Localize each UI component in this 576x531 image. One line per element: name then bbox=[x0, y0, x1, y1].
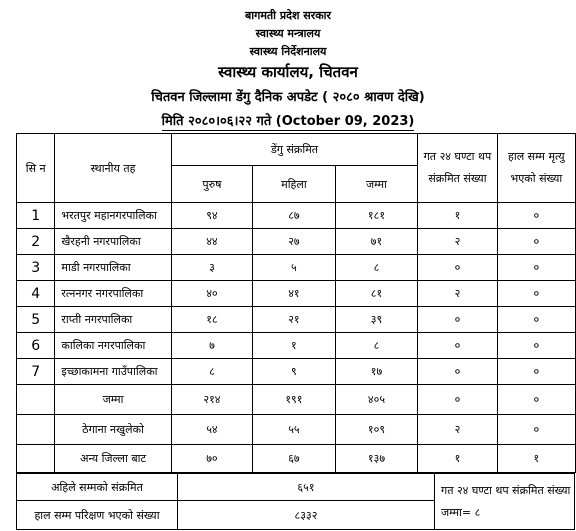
unknown-total: १०९ bbox=[335, 415, 418, 445]
row-total: ८ bbox=[335, 333, 418, 359]
row-last24: ० bbox=[418, 359, 497, 385]
dengue-table bbox=[16, 133, 576, 473]
row-deaths: ० bbox=[497, 203, 575, 229]
row-sn: 1 bbox=[17, 203, 55, 229]
row-total: १७ bbox=[335, 359, 418, 385]
row-total: ८ bbox=[335, 255, 418, 281]
row-last24: ० bbox=[418, 307, 497, 333]
row-male: ९४ bbox=[171, 203, 252, 229]
header-total: जम्मा bbox=[335, 166, 418, 203]
summary-table bbox=[16, 473, 575, 530]
sum-row bbox=[17, 385, 576, 415]
header-deaths: हाल सम्म मृत्यु भएको संख्या bbox=[497, 134, 575, 203]
table-row bbox=[17, 307, 576, 333]
row-female: ९ bbox=[253, 359, 336, 385]
ministry-name: स्वास्थ्य मन्त्रालय bbox=[255, 27, 321, 40]
header-female: महिला bbox=[253, 166, 336, 203]
row-name: रत्ननगर नगरपालिका bbox=[55, 281, 171, 307]
table-row bbox=[17, 229, 576, 255]
row-last24: २ bbox=[418, 281, 497, 307]
row-total: ८१ bbox=[335, 281, 418, 307]
row-female: २१ bbox=[253, 307, 336, 333]
tested-label: हाल सम्म परिक्षण भएको संख्या bbox=[17, 501, 178, 530]
row-name: माडी नगरपालिका bbox=[55, 255, 171, 281]
row-last24: २ bbox=[418, 229, 497, 255]
row-sn: 5 bbox=[17, 307, 55, 333]
table-row bbox=[17, 359, 576, 385]
row-deaths: ० bbox=[497, 333, 575, 359]
row-last24: १ bbox=[418, 203, 497, 229]
row-total: ७१ bbox=[335, 229, 418, 255]
row-sn: 6 bbox=[17, 333, 55, 359]
other-female: ६७ bbox=[253, 445, 336, 473]
row-female: १ bbox=[253, 333, 336, 359]
unknown-sn bbox=[17, 415, 55, 445]
office-title: स्वास्थ्य कार्यालय, चितवन bbox=[218, 63, 358, 81]
row-deaths: ० bbox=[497, 307, 575, 333]
row-name: भरतपुर महानगरपालिका bbox=[55, 203, 171, 229]
unknown-male: ५४ bbox=[171, 415, 252, 445]
row-male: ३ bbox=[171, 255, 252, 281]
table-row bbox=[17, 333, 576, 359]
row-male: ७ bbox=[171, 333, 252, 359]
row-deaths: ० bbox=[497, 229, 575, 255]
unknown-address-row bbox=[17, 415, 576, 445]
header-dengue-infected: डेंगु संक्रमित bbox=[171, 134, 418, 166]
header-local-level: स्थानीय तह bbox=[55, 134, 171, 203]
other-label: अन्य जिल्ला बाट bbox=[55, 445, 171, 473]
unknown-female: ५५ bbox=[253, 415, 336, 445]
row-male: ४४ bbox=[171, 229, 252, 255]
row-male: ४० bbox=[171, 281, 252, 307]
sum-last24: ० bbox=[418, 385, 497, 415]
row-total: ३९ bbox=[335, 307, 418, 333]
last24-total-note: गत २४ घण्टा थप संक्रमित संख्या जम्मा= ८ bbox=[435, 474, 575, 530]
report-subtitle: चितवन जिल्लामा डेंगु दैनिक अपडेट ( २०८० श्रावण देखि) bbox=[151, 90, 425, 105]
row-male: १८ bbox=[171, 307, 252, 333]
table-body bbox=[17, 203, 576, 385]
directorate-name: स्वास्थ्य निर्देशनालय bbox=[249, 45, 327, 58]
row-name: इच्छाकामना गाउँपालिका bbox=[55, 359, 171, 385]
tested-value: ८३३२ bbox=[178, 501, 435, 530]
header-sn: सि न bbox=[17, 134, 55, 203]
sum-total: ४०५ bbox=[335, 385, 418, 415]
row-last24: ० bbox=[418, 333, 497, 359]
header-male: पुरुष bbox=[171, 166, 252, 203]
sum-female: १९१ bbox=[253, 385, 336, 415]
table-row bbox=[17, 281, 576, 307]
other-deaths: १ bbox=[497, 445, 575, 473]
unknown-deaths: ० bbox=[497, 415, 575, 445]
row-sn: 7 bbox=[17, 359, 55, 385]
row-total: १८१ bbox=[335, 203, 418, 229]
unknown-last24: २ bbox=[418, 415, 497, 445]
row-deaths: ० bbox=[497, 281, 575, 307]
other-last24: १ bbox=[418, 445, 497, 473]
other-male: ७० bbox=[171, 445, 252, 473]
other-district-row bbox=[17, 445, 576, 473]
row-female: ८७ bbox=[253, 203, 336, 229]
row-sn: 2 bbox=[17, 229, 55, 255]
province-government: बागमती प्रदेश सरकार bbox=[245, 9, 331, 22]
row-male: ८ bbox=[171, 359, 252, 385]
header-last24: गत २४ घण्टा थप संक्रमित संख्या bbox=[418, 134, 497, 203]
sum-sn bbox=[17, 385, 55, 415]
other-sn bbox=[17, 445, 55, 473]
table-row bbox=[17, 203, 576, 229]
infected-value: ६५१ bbox=[178, 474, 435, 501]
unknown-label: ठेगाना नखुलेको bbox=[55, 415, 171, 445]
report-date-text: मिति २०८०।०६।२२ गते (October 09, 2023) bbox=[161, 114, 415, 129]
row-deaths: ० bbox=[497, 359, 575, 385]
row-name: राप्ती नगरपालिका bbox=[55, 307, 171, 333]
sum-deaths: ० bbox=[497, 385, 575, 415]
row-name: कालिका नगरपालिका bbox=[55, 333, 171, 359]
row-female: ५ bbox=[253, 255, 336, 281]
row-name: खैरहनी नगरपालिका bbox=[55, 229, 171, 255]
row-sn: 3 bbox=[17, 255, 55, 281]
sum-male: २१४ bbox=[171, 385, 252, 415]
row-female: ४१ bbox=[253, 281, 336, 307]
other-total: १३७ bbox=[335, 445, 418, 473]
row-sn: 4 bbox=[17, 281, 55, 307]
row-last24: ० bbox=[418, 255, 497, 281]
infected-label: अहिले सम्मको संक्रमित bbox=[17, 474, 178, 501]
row-female: २७ bbox=[253, 229, 336, 255]
sum-label: जम्मा bbox=[55, 385, 171, 415]
row-deaths: ० bbox=[497, 255, 575, 281]
report-date bbox=[0, 111, 576, 129]
table-row bbox=[17, 255, 576, 281]
